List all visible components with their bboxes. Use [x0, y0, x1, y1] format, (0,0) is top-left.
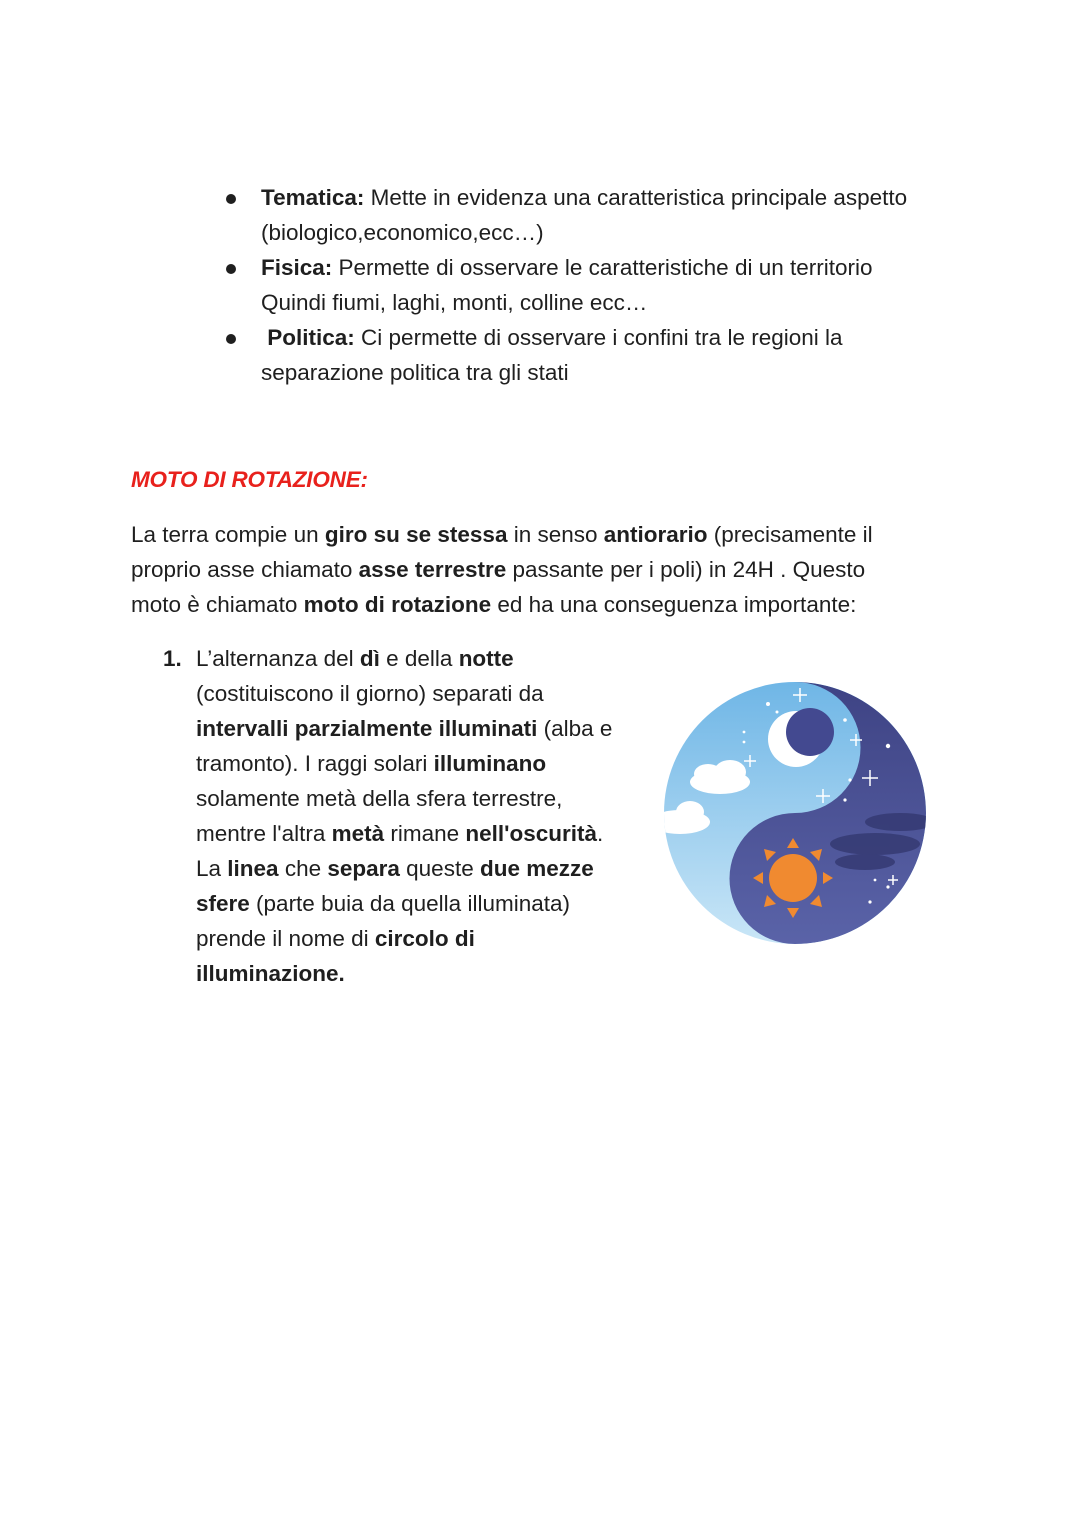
section-heading: MOTO DI ROTAZIONE:	[131, 467, 368, 492]
bullet-text: Ci permette di osservare i confini tra le regioni la	[354, 325, 843, 350]
bold-text: giro su se stessa	[324, 522, 508, 547]
bullet-text: Quindi fiumi, laghi, monti, colline ecc…	[261, 290, 648, 315]
text: ed ha una conseguenza importante:	[491, 592, 857, 617]
bullet-term: Politica:	[267, 325, 355, 350]
bold-text: antiorario	[603, 522, 708, 547]
bullet-text: (biologico,economico,ecc…)	[261, 220, 544, 245]
text: in senso	[507, 522, 604, 547]
bullet-icon	[226, 194, 236, 204]
list-item-text: L’alternanza del dì e della notte (costituiscono il giorno) separati da intervalli parzialmente illuminati (alba e tramonto). I raggi solari illuminano solamente metà della sfera terrestre, mentre l'altra metà rimane nell'oscurità. La linea che separa queste due mezze sfere (parte buia da quella illuminata) prende il nome di circolo di illuminazione.	[196, 646, 613, 986]
list-item	[222, 320, 982, 390]
text: (precisamente il	[707, 522, 873, 547]
text: moto è chiamato	[131, 592, 304, 617]
bullet-text: separazione politica tra gli stati	[261, 360, 569, 385]
day-night-yin-yang-icon	[660, 682, 930, 944]
bold-text: moto di rotazione	[303, 592, 492, 617]
bullet-text: Mette in evidenza una caratteristica principale aspetto	[364, 185, 908, 210]
rotation-paragraph	[131, 517, 931, 622]
bullet-term: Fisica:	[261, 255, 333, 280]
list-item	[222, 180, 982, 250]
bullet-icon	[226, 264, 236, 274]
bullet-text: Permette di osservare le caratteristiche di un territorio	[332, 255, 873, 280]
list-item	[222, 250, 982, 320]
list-number: 1.	[163, 646, 182, 671]
bullet-icon	[226, 334, 236, 344]
map-types-list	[222, 180, 982, 390]
text: passante per i poli) in 24H . Questo	[506, 557, 866, 582]
bold-text: asse terrestre	[358, 557, 507, 582]
text: La terra compie un	[131, 522, 325, 547]
text: proprio asse chiamato	[131, 557, 359, 582]
bullet-term: Tematica:	[261, 185, 365, 210]
